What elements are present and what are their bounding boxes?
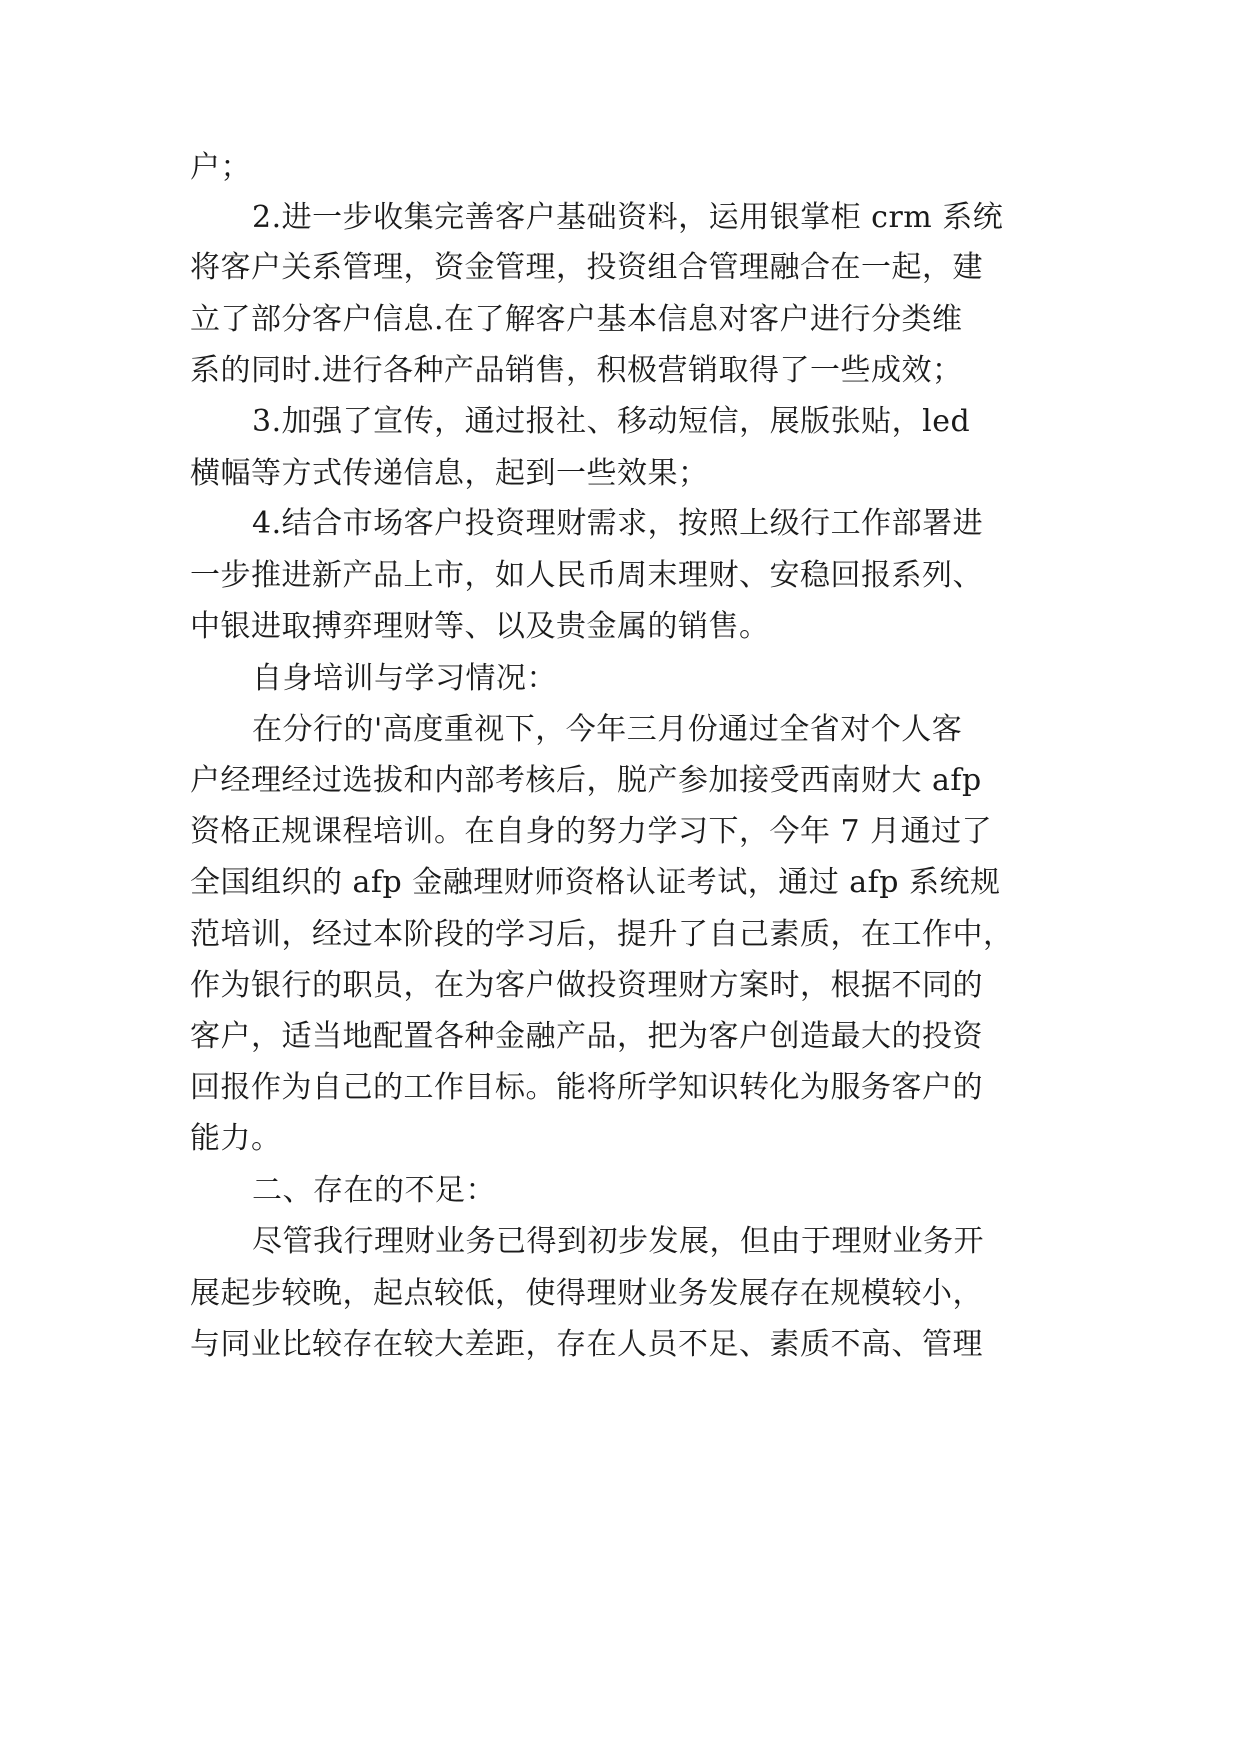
text-line: 系的同时.进行各种产品销售，积极营销取得了一些成效； — [190, 353, 963, 388]
text-line: 横幅等方式传递信息，起到一些效果； — [190, 456, 709, 491]
text-line: 立了部分客户信息.在了解客户基本信息对客户进行分类维 — [190, 302, 963, 337]
text-line: 回报作为自己的工作目标。能将所学知识转化为服务客户的 — [190, 1070, 983, 1105]
text-line: 展起步较晚，起点较低，使得理财业务发展存在规模较小， — [190, 1276, 983, 1311]
text-line: 资格正规课程培训。在自身的努力学习下，今年 7 月通过了 — [190, 814, 993, 849]
text-line: 户； — [190, 150, 251, 185]
text-line: 作为银行的职员，在为客户做投资理财方案时，根据不同的 — [190, 968, 983, 1003]
text-line: 能力。 — [190, 1121, 282, 1156]
text-line: 在分行的'高度重视下，今年三月份通过全省对个人客 — [252, 712, 963, 747]
text-line: 范培训，经过本阶段的学习后，提升了自己素质，在工作中， — [190, 917, 1014, 952]
text-line: 与同业比较存在较大差距，存在人员不足、素质不高、管理 — [190, 1327, 983, 1362]
text-line: 全国组织的 afp 金融理财师资格认证考试，通过 afp 系统规 — [190, 865, 1001, 900]
text-line: 2.进一步收集完善客户基础资料，运用银掌柜 crm 系统 — [252, 200, 1004, 235]
section-heading: 自身培训与学习情况： — [252, 661, 557, 696]
text-line: 4.结合市场客户投资理财需求，按照上级行工作部署进 — [252, 506, 984, 541]
section-heading: 二、存在的不足： — [252, 1173, 496, 1208]
text-line: 户经理经过选拔和内部考核后，脱产参加接受西南财大 afp — [190, 763, 982, 798]
text-line: 中银进取搏弈理财等、以及贵金属的销售。 — [190, 609, 770, 644]
text-line: 客户，适当地配置各种金融产品，把为客户创造最大的投资 — [190, 1019, 983, 1054]
text-line: 一步推进新产品上市，如人民币周末理财、安稳回报系列、 — [190, 558, 983, 593]
text-line: 尽管我行理财业务已得到初步发展，但由于理财业务开 — [252, 1224, 984, 1259]
text-line: 3.加强了宣传，通过报社、移动短信，展版张贴，led — [252, 404, 971, 439]
text-line: 将客户关系管理，资金管理，投资组合管理融合在一起，建 — [190, 250, 983, 285]
